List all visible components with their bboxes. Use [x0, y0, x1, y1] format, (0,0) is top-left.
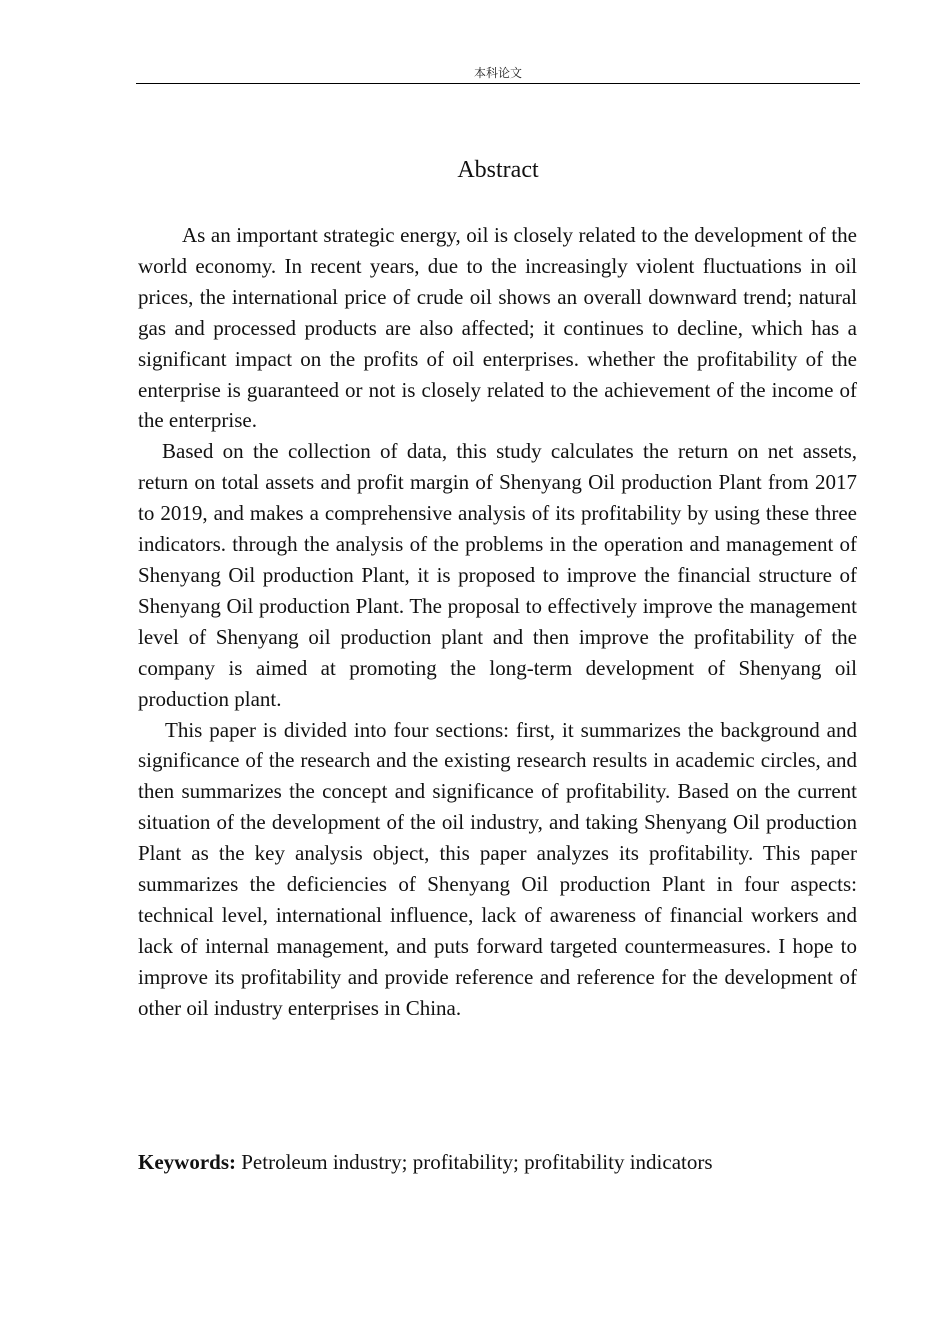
- keywords-line: [138, 1147, 857, 1177]
- abstract-paragraph-3: This paper is divided into four sections: first, it summarizes the background and significance of the research and the existing research results in academic circles, and then summarizes the concept and significance of profitability. Based on the current situation of the development of the oil industry, and taking Shenyang Oil production Plant as the key analysis object, this paper analyzes its profitability. This paper summarizes the deficiencies of Shenyang Oil production Plant in four aspects: technical level, international influence, lack of awareness of financial workers and lack of internal management, and puts forward targeted countermeasures. I hope to improve its profitability and provide reference and reference for the development of other oil industry enterprises in China.: [138, 717, 857, 1020]
- abstract-title: Abstract: [457, 157, 539, 183]
- abstract-paragraph-2: Based on the collection of data, this study calculates the return on net assets, return on total assets and profit margin of Shenyang Oil production Plant from 2017 to 2019, and makes a comprehensive analysis of its profitability by using these three indicators. through the analysis of the problems in the operation and management of Shenyang Oil production Plant, it is proposed to improve the financial structure of Shenyang Oil production Plant. The proposal to effectively improve the management level of Shenyang oil production plant and then improve the profitability of the company is aimed at promoting the long-term development of Shenyang oil production plant.: [138, 439, 857, 711]
- keywords-label: Keywords:: [138, 1150, 236, 1174]
- abstract-paragraph-1: As an important strategic energy, oil is closely related to the development of the world economy. In recent years, due to the increasingly violent fluctuations in oil prices, the international price of crude oil shows an overall downward trend; natural gas and processed products are also affected; it continues to decline, which has a significant impact on the profits of oil enterprises. whether the profitability of the enterprise is guaranteed or not is closely related to the achievement of the income of the enterprise.: [138, 223, 857, 433]
- abstract-body: [138, 220, 857, 1024]
- running-header: 本科论文: [473, 66, 522, 80]
- header-divider: [136, 83, 860, 84]
- keywords-text: Petroleum industry; profitability; profitability indicators: [236, 1150, 713, 1174]
